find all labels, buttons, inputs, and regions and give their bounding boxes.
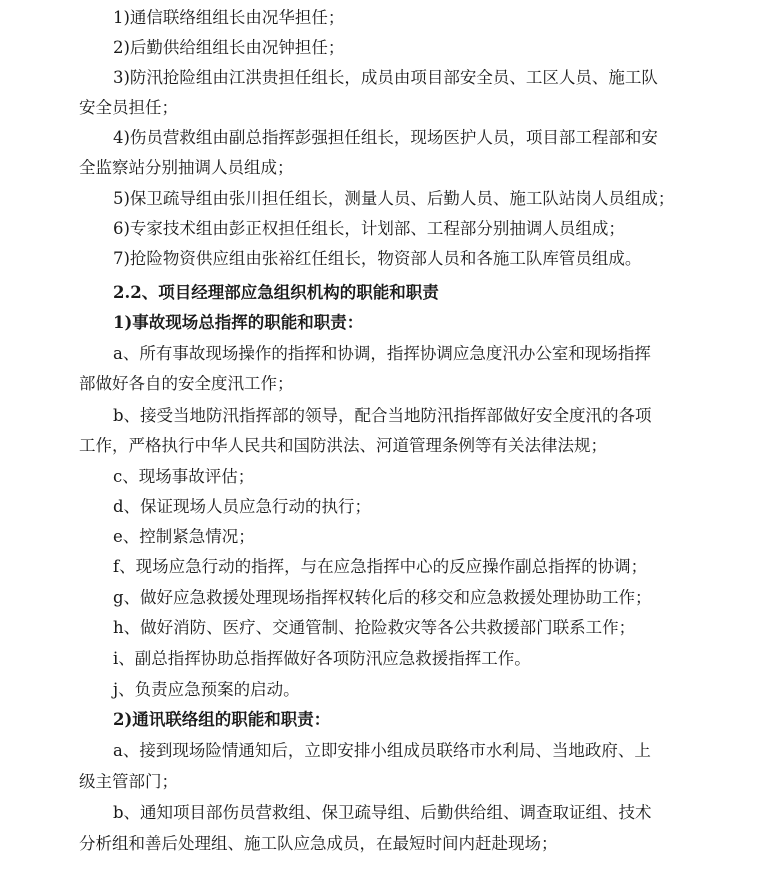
subsection-heading: 2)通讯联络组的职能和职责： xyxy=(113,710,331,729)
paragraph-line: f、现场应急行动的指挥，与在应急指挥中心的反应操作副总指挥的协调； xyxy=(113,557,648,576)
paragraph-line: 部做好各自的安全度汛工作； xyxy=(79,374,294,393)
paragraph-line: 级主管部门； xyxy=(79,772,178,791)
paragraph-line: j、负责应急预案的启动。 xyxy=(113,680,300,699)
paragraph-line: 4)伤员营救组由副总指挥彭强担任组长，现场医护人员，项目部工程部和安 xyxy=(113,128,658,147)
paragraph-line: 2)后勤供给组组长由况钟担任； xyxy=(113,38,345,57)
subsection-heading: 1)事故现场总指挥的职能和职责： xyxy=(113,313,364,332)
paragraph-line: d、保证现场人员应急行动的执行； xyxy=(113,497,372,516)
paragraph-line: 7)抢险物资供应组由张裕红任组长，物资部人员和各施工队库管员组成。 xyxy=(113,249,642,268)
section-heading: 2.2、项目经理部应急组织机构的职能和职责 xyxy=(113,283,439,302)
paragraph-line: 工作，严格执行中华人民共和国防洪法、河道管理条例等有关法律法规； xyxy=(79,436,607,455)
paragraph-line: c、现场事故评估； xyxy=(113,467,255,486)
paragraph-line: 3)防汛抢险组由江洪贵担任组长，成员由项目部安全员、工区人员、施工队 xyxy=(113,68,658,87)
paragraph-line: 全监察站分别抽调人员组成； xyxy=(79,158,294,177)
paragraph-line: 安全员担任； xyxy=(79,98,178,117)
paragraph-line: 分析组和善后处理组、施工队应急成员，在最短时间内赶赴现场； xyxy=(79,834,558,853)
paragraph-line: 6)专家技术组由彭正权担任组长，计划部、工程部分别抽调人员组成； xyxy=(113,219,625,238)
paragraph-line: a、所有事故现场操作的指挥和协调，指挥协调应急度汛办公室和现场指挥 xyxy=(113,344,651,363)
paragraph-line: g、做好应急救援处理现场指挥权转化后的移交和应急救援处理协助工作； xyxy=(113,588,652,607)
paragraph-line: a、接到现场险情通知后，立即安排小组成员联络市水利局、当地政府、上 xyxy=(113,741,651,760)
paragraph-line: 1)通信联络组组长由况华担任； xyxy=(113,8,345,27)
paragraph-line: b、通知项目部伤员营救组、保卫疏导组、后勤供给组、调查取证组、技术 xyxy=(113,803,652,822)
paragraph-line: i、副总指挥协助总指挥做好各项防汛应急救援指挥工作。 xyxy=(113,649,531,668)
paragraph-line: 5)保卫疏导组由张川担任组长，测量人员、后勤人员、施工队站岗人员组成； xyxy=(113,189,675,208)
paragraph-line: e、控制紧急情况； xyxy=(113,527,255,546)
paragraph-line: h、做好消防、医疗、交通管制、抢险救灾等各公共救援部门联系工作； xyxy=(113,618,636,637)
paragraph-line: b、接受当地防汛指挥部的领导，配合当地防汛指挥部做好安全度汛的各项 xyxy=(113,406,652,425)
